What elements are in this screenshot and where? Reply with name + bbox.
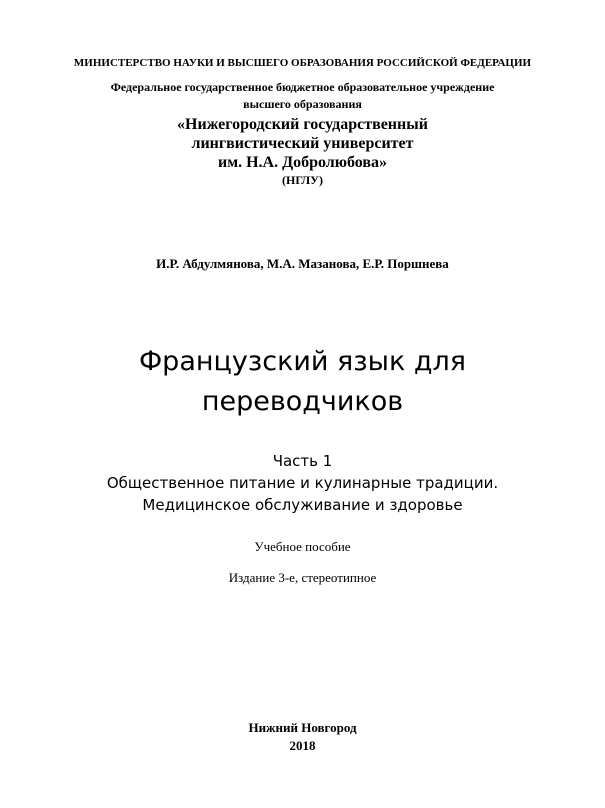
title-line-2: переводчиков <box>201 386 404 417</box>
authors <box>0 255 605 272</box>
book-title <box>0 342 605 422</box>
title-line-1: Французский язык для <box>138 346 467 377</box>
institution-type <box>0 79 605 113</box>
year-text: 2018 <box>289 738 316 753</box>
subtitle-line-2: Медицинское обслуживание и здоровье <box>142 496 463 514</box>
city-text: Нижний Новгород <box>248 720 357 735</box>
publication-year <box>0 737 605 755</box>
institution-line-1: Федеральное государственное бюджетное образовательное учреждение <box>110 80 495 94</box>
document-type-text: Учебное пособие <box>254 539 351 554</box>
university-line-3: им. Н.А. Добролюбова» <box>217 154 388 171</box>
abbreviation-text: (НГЛУ) <box>282 173 323 187</box>
authors-text: И.Р. Абдулмянова, М.А. Мазанова, Е.Р. Поршнева <box>156 256 449 271</box>
university-line-2: лингвистический университет <box>191 135 414 152</box>
edition-info <box>0 569 605 586</box>
ministry-line: МИНИСТЕРСТВО НАУКИ И ВЫСШЕГО ОБРАЗОВАНИЯ РОССИЙСКОЙ ФЕДЕРАЦИИ <box>73 57 532 69</box>
subtitle-line-1: Общественное питание и кулинарные традиции. <box>106 474 499 492</box>
document-type <box>0 538 605 555</box>
publication-city <box>0 719 605 737</box>
university-line-1: «Нижегородский государственный <box>177 116 428 133</box>
ministry-name <box>0 56 605 71</box>
book-subtitle <box>0 472 605 516</box>
edition-text: Издание 3-е, стереотипное <box>228 570 377 585</box>
part-text: Часть 1 <box>272 452 333 470</box>
institution-line-2: высшего образования <box>243 97 362 111</box>
part-number <box>0 450 605 472</box>
university-abbreviation <box>0 172 605 188</box>
university-name <box>0 115 605 172</box>
